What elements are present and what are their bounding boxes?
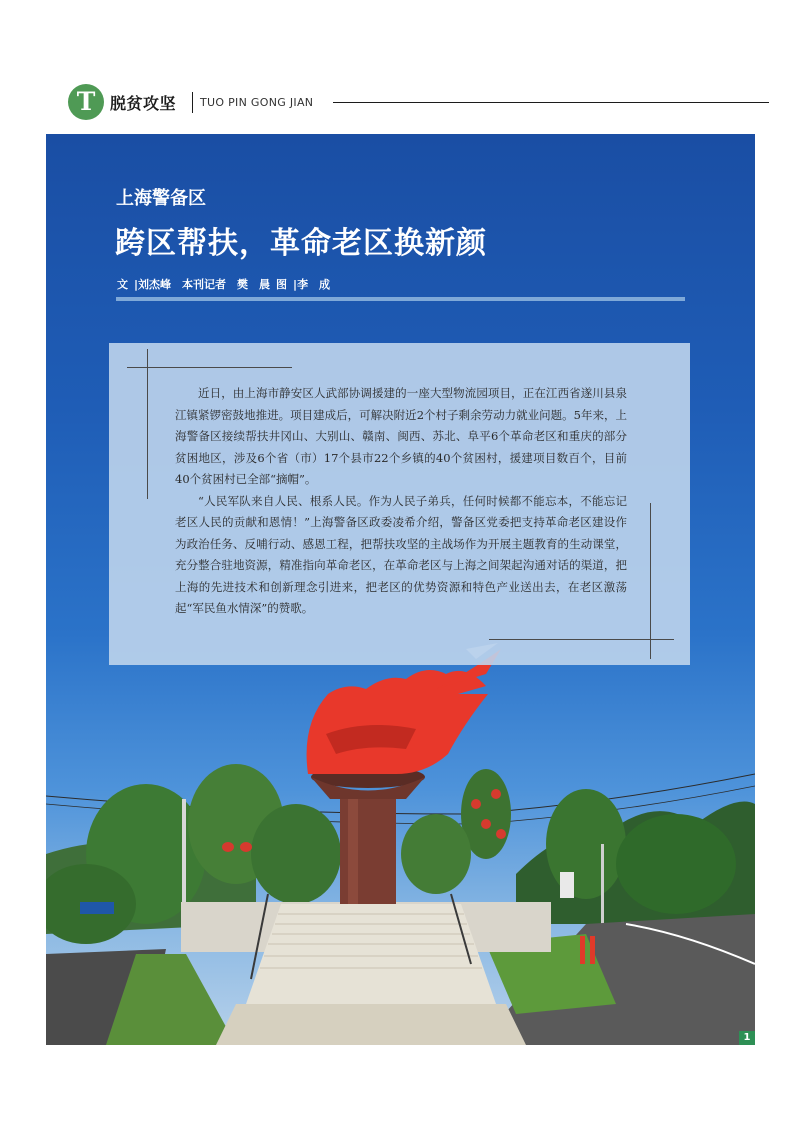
tree [401,814,471,894]
writer-label: 文 [117,278,128,291]
body-paragraph: “人民军队来自人民、根系人民。作为人民子弟兵，任何时候都不能忘本，不能忘记老区人民的贡献和恩情！”上海警备区政委凌希介绍，警备区党委把支持革命老区建设作为政治任务、反哺行动、感恩工程，把帮扶攻坚的主战场作为开展主题教育的生动课堂，充分整合驻地资源，精准指向革命老区，在革命老区与上海之间架起沟通对话的渠道，把上海的先进技术和创新理念引进来，把老区的优势资源和特色产业送出去，在老区激荡起“军民鱼水情深”的赞歌。 [175,493,627,615]
photo-label: 图 [276,278,288,291]
roadside-sign [560,872,574,898]
article-credits: 文 |刘杰峰 本刊记者 樊 晨 图 |李 成 [117,278,331,291]
page-number: 1 [739,1031,755,1045]
deco-line [147,349,148,499]
tree [251,804,341,904]
road-sign [80,902,114,914]
section-logo-letter: T [76,87,96,116]
street-light [601,844,604,924]
pillar-highlight [348,799,358,904]
tree [616,814,736,914]
article-title: 跨区帮扶，革命老区换新颜 [115,226,487,261]
page-header [68,84,768,120]
intro-textbox [109,343,690,665]
tree [546,789,626,899]
section-title-cn: 脱贫攻坚 [110,94,177,113]
photographer-name: 李 成 [297,278,331,291]
flame-sculpture [307,670,488,774]
plaza-ground [216,1004,526,1045]
bollard [580,936,585,964]
section-title-en: TUO PIN GONG JIAN [200,96,314,109]
deco-line [127,367,292,368]
bollard [590,936,595,964]
header-divider [192,92,193,113]
deco-line [650,503,651,659]
header-rule [333,102,769,103]
hero-photo [46,134,755,1045]
writer-names: 刘杰峰 本刊记者 樊 晨 [138,278,271,291]
article-body [175,383,627,620]
body-paragraph: 近日，由上海市静安区人武部协调援建的一座大型物流园项目，正在江西省遂川县泉江镇紧锣密鼓地推进。项目建成后，可解决附近2个村子剩余劳动力就业问题。5年来，上海警备区接续帮扶井冈山、大别山、赣南、闽西、苏北、阜平6个革命老区和重庆的部分贫困地区，涉及6个省（市）17个县市22个乡镇的40个贫困村，援建项目数百个，目前40个贫困村已全部“摘帽”。 [175,386,627,486]
article-subtitle: 上海警备区 [116,188,206,209]
title-rule [116,297,685,301]
deco-line [489,639,674,640]
